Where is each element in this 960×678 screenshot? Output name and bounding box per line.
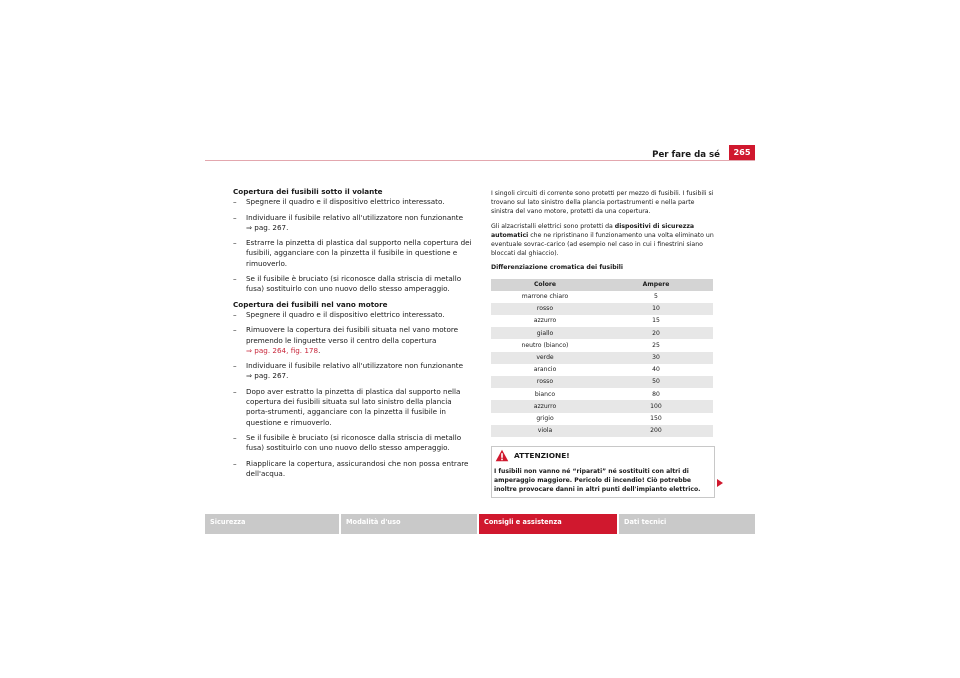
punctuation: . [318, 345, 321, 355]
table-row [491, 352, 713, 364]
page-reference: ⇒ pag. 267. [246, 371, 289, 381]
list-item-text: Spegnere il quadro e il dispositivo elettrico interessato. [246, 309, 445, 319]
column-header-ampere: Ampere [599, 279, 713, 291]
cell-ampere: 30 [599, 352, 713, 364]
table-heading: Differenziazione cromatica dei fusibili [491, 264, 624, 272]
table-row [491, 303, 713, 315]
window-protection-paragraph [491, 222, 716, 259]
footer-tab-consigli-assistenza[interactable] [479, 514, 617, 534]
warning-header [492, 447, 714, 465]
paragraph-text: che ne ripristinano il funzionamento una volta eliminato un eventuale sovrac-carico (ad esempio nel caso in cui i finestrini siano bloccati dal ghiaccio). [491, 231, 714, 258]
footer-tab-label: Consigli e assistenza [484, 518, 562, 526]
footer-tab-label: Sicurezza [210, 518, 246, 526]
intro-paragraph: I singoli circuiti di corrente sono protetti per mezzo di fusibili. I fusibili si trovano sul lato sinistro della plancia portastrumenti e nella parte sinistra del vano motore, protetti da una copertura. [491, 190, 714, 216]
paragraph-text: Gli alzacristalli elettrici sono protetti da [491, 222, 615, 230]
section-heading-steering: Copertura dei fusibili sotto il volante [233, 187, 383, 196]
list-item-text: Se il fusibile è bruciato (si riconosce dalla striscia di metallo fusa) sostituirlo con uno nuovo dello stesso amperaggio. [246, 432, 462, 453]
warning-triangle-icon [495, 449, 509, 462]
list-item [233, 310, 475, 320]
cell-ampere: 40 [652, 366, 660, 374]
cell-ampere: 50 [599, 376, 713, 388]
left-column [233, 187, 475, 484]
list-item [233, 197, 475, 207]
table-row [491, 364, 713, 376]
table-header-row [491, 279, 713, 291]
cell-color: giallo [491, 327, 599, 339]
list-item-text: Riapplicare la copertura, assicurandosi che non possa entrare dell'acqua. [246, 458, 469, 478]
footer-tab-label: Modalità d'uso [346, 518, 401, 526]
section-heading-engine-bay: Copertura dei fusibili nel vano motore [233, 299, 388, 309]
table-row [491, 400, 713, 412]
fuse-color-table [491, 279, 713, 437]
footer-tab-modalita-uso[interactable] [341, 514, 477, 534]
table-row [491, 376, 713, 388]
cell-color: marrone chiaro [521, 293, 569, 301]
cell-ampere: 150 [650, 414, 662, 422]
list-item-text: Individuare il fusibile relativo all'utilizzatore non funzionante [246, 361, 464, 371]
column-header-color: Colore [491, 279, 599, 291]
footer-tab-dati-tecnici[interactable] [619, 514, 755, 534]
list-item [233, 387, 475, 428]
cell-color: grigio [536, 414, 554, 422]
footer-tab-sicurezza[interactable] [205, 514, 339, 534]
list-item [233, 213, 475, 234]
list-item-text: Individuare il fusibile relativo all'utilizzatore non funzionante [246, 212, 464, 222]
cell-ampere: 80 [652, 390, 660, 398]
cell-color: verde [491, 352, 599, 364]
list-item-text: Spegnere il quadro e il dispositivo elettrico interessato. [246, 197, 445, 207]
cell-color: rosso [491, 376, 599, 388]
list-item-text: Dopo aver estratto la pinzetta di plastica dal supporto nella copertura dei fusibili situata sul lato sinistro della plancia porta-strumenti, agganciare con la pinzetta il fusibile in questione e rimuoverlo. [246, 386, 461, 427]
list-item [233, 274, 475, 295]
cell-color: azzurro [533, 317, 557, 325]
table-row [491, 315, 713, 327]
warning-box [491, 446, 715, 499]
cross-reference-link[interactable]: ⇒ pag. 264, fig. 178 [246, 345, 319, 355]
page-number: 265 [729, 145, 755, 160]
list-item-text: Estrarre la pinzetta di plastica dal supporto nella copertura dei fusibili, agganciare con la pinzetta il fusibile in questione e rimuoverlo. [246, 238, 472, 268]
table-row [491, 413, 713, 425]
cell-ampere: 10 [599, 303, 713, 315]
emphasis-text: dispositivi di sicurezza automatici [491, 222, 695, 239]
cell-ampere: 20 [599, 327, 713, 339]
right-column [491, 189, 716, 498]
warning-title: ATTENZIONE! [514, 450, 570, 460]
list-item [233, 433, 475, 454]
cell-ampere: 15 [652, 317, 660, 325]
page-reference: ⇒ pag. 267. [246, 222, 289, 232]
list-item [233, 459, 475, 480]
cell-color: neutro (bianco) [521, 341, 569, 349]
list-item-text: Se il fusibile è bruciato (si riconosce dalla striscia di metallo fusa) sostituirlo con uno nuovo dello stesso amperaggio. [246, 274, 462, 294]
table-row [491, 388, 713, 400]
cell-color: bianco [534, 390, 556, 398]
table-row [491, 327, 713, 339]
cell-ampere: 5 [654, 293, 658, 301]
footer-tab-label: Dati tecnici [624, 518, 667, 526]
cell-ampere: 25 [652, 341, 660, 349]
list-item [233, 325, 475, 356]
cell-ampere: 100 [599, 400, 713, 412]
page-header-title: Per fare da sé [652, 150, 720, 160]
cell-color: viola [491, 425, 599, 437]
warning-text: I fusibili non vanno né “riparati” né sostituiti con altri di amperaggio maggiore. Pericolo di incendio! Ciò potrebbe inoltre provocare danni in altri punti dell'impianto elettrico. [494, 467, 701, 494]
cell-color: azzurro [491, 400, 599, 412]
list-item-text: Rimuovere la copertura dei fusibili situata nel vano motore premendo le linguette verso il centro della copertura [246, 325, 459, 345]
list-item [233, 361, 475, 382]
header-rule [205, 160, 755, 161]
table-row [491, 291, 713, 303]
cell-color: arancio [533, 366, 557, 374]
next-page-arrow-icon [717, 479, 723, 487]
table-row [491, 425, 713, 437]
cell-color: rosso [491, 303, 599, 315]
cell-ampere: 200 [599, 425, 713, 437]
list-item [233, 238, 475, 269]
table-row [491, 339, 713, 351]
